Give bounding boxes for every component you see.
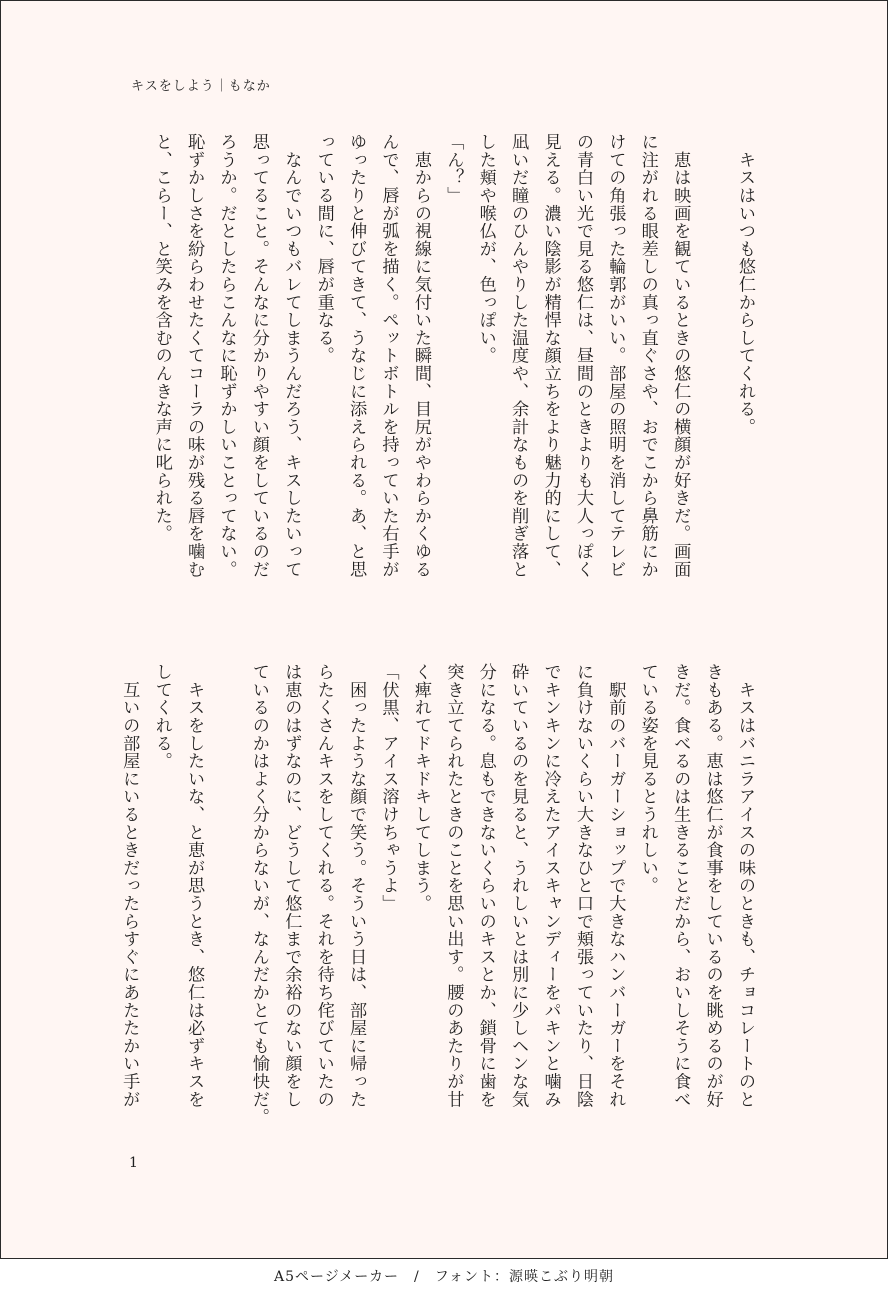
body-text-upper-block: キスはいつも悠仁からしてくれる。 恵は映画を観ているときの悠仁の横顔が好きだ。画面 に注がれる眼差しの真っ直ぐさや、おでこから鼻筋にか けての角張った輪郭がいい。部屋の照明を消してテレビ の青白い光で見る悠仁は、昼間のときよりも大人っぽく 見える。濃い陰影が精悍な顔立ちをより魅力的にして、 凪いだ瞳のひんやりした温度や、余計なものを削ぎ落と した頬や喉仏が、色っぽい。 「ん？」 恵からの視線に気付いた瞬間、目尻がやわらかくゆる んで、唇が弧を描く。ペットボトルを持っていた右手が ゆったりと伸びてきて、うなじに添えられる。あ、と思 っている間に、唇が重なる。 なんでいつもバレてしまうんだろう、キスしたいって 思ってること。そんなに分かりやすい顔をしているのだ ろうか。だとしたらこんなに恥ずかしいことってない。 恥ずかしさを紛らわせたくてコーラの味が残る唇を噛む と、こらー、と笑みを含むのんきな声に叱られた。 (151, 133, 755, 578)
running-header: キスをしよう｜もなか (131, 79, 271, 94)
page-number: 1 (129, 1155, 138, 1171)
footer-credit: A5ページメーカー / フォント：源暎こぶり明朝 (273, 1269, 615, 1285)
body-text-lower-block: キスはバニラアイスの味のときも、チョコレートのと きもある。恵は悠仁が食事をしているのを眺めるのが好 きだ。食べるのは生きることだから、おいしそうに食べ ている姿を見るとうれしい。 駅前のバーガーショップで大きなハンバーガーをそれ に負けないくらい大きなひと口で頬張っていたり、日陰 でキンキンに冷えたアイスキャンディーをパキンと噛み 砕いているのを見ると、うれしいとは別に少しヘンな気 分になる。息もできないくらいのキスとか、鎖骨に歯を 突き立てられたときのことを思い出す。腰のあたりが甘 く痺れてドキドキしてしまう。 「伏黒、アイス溶けちゃうよ」 困ったような顔で笑う。そういう日は、部屋に帰った らたくさんキスをしてくれる。それを待ち侘びていたの は恵のはずなのに、どうして悠仁まで余裕のない顔をし ているのかはよく分からないが、なんだかとても愉快だ。 キスをしたいな、と恵が思うとき、悠仁は必ずキスを してくれる。 互いの部屋にいるときだったらすぐにあたたかい手が (119, 663, 755, 1126)
